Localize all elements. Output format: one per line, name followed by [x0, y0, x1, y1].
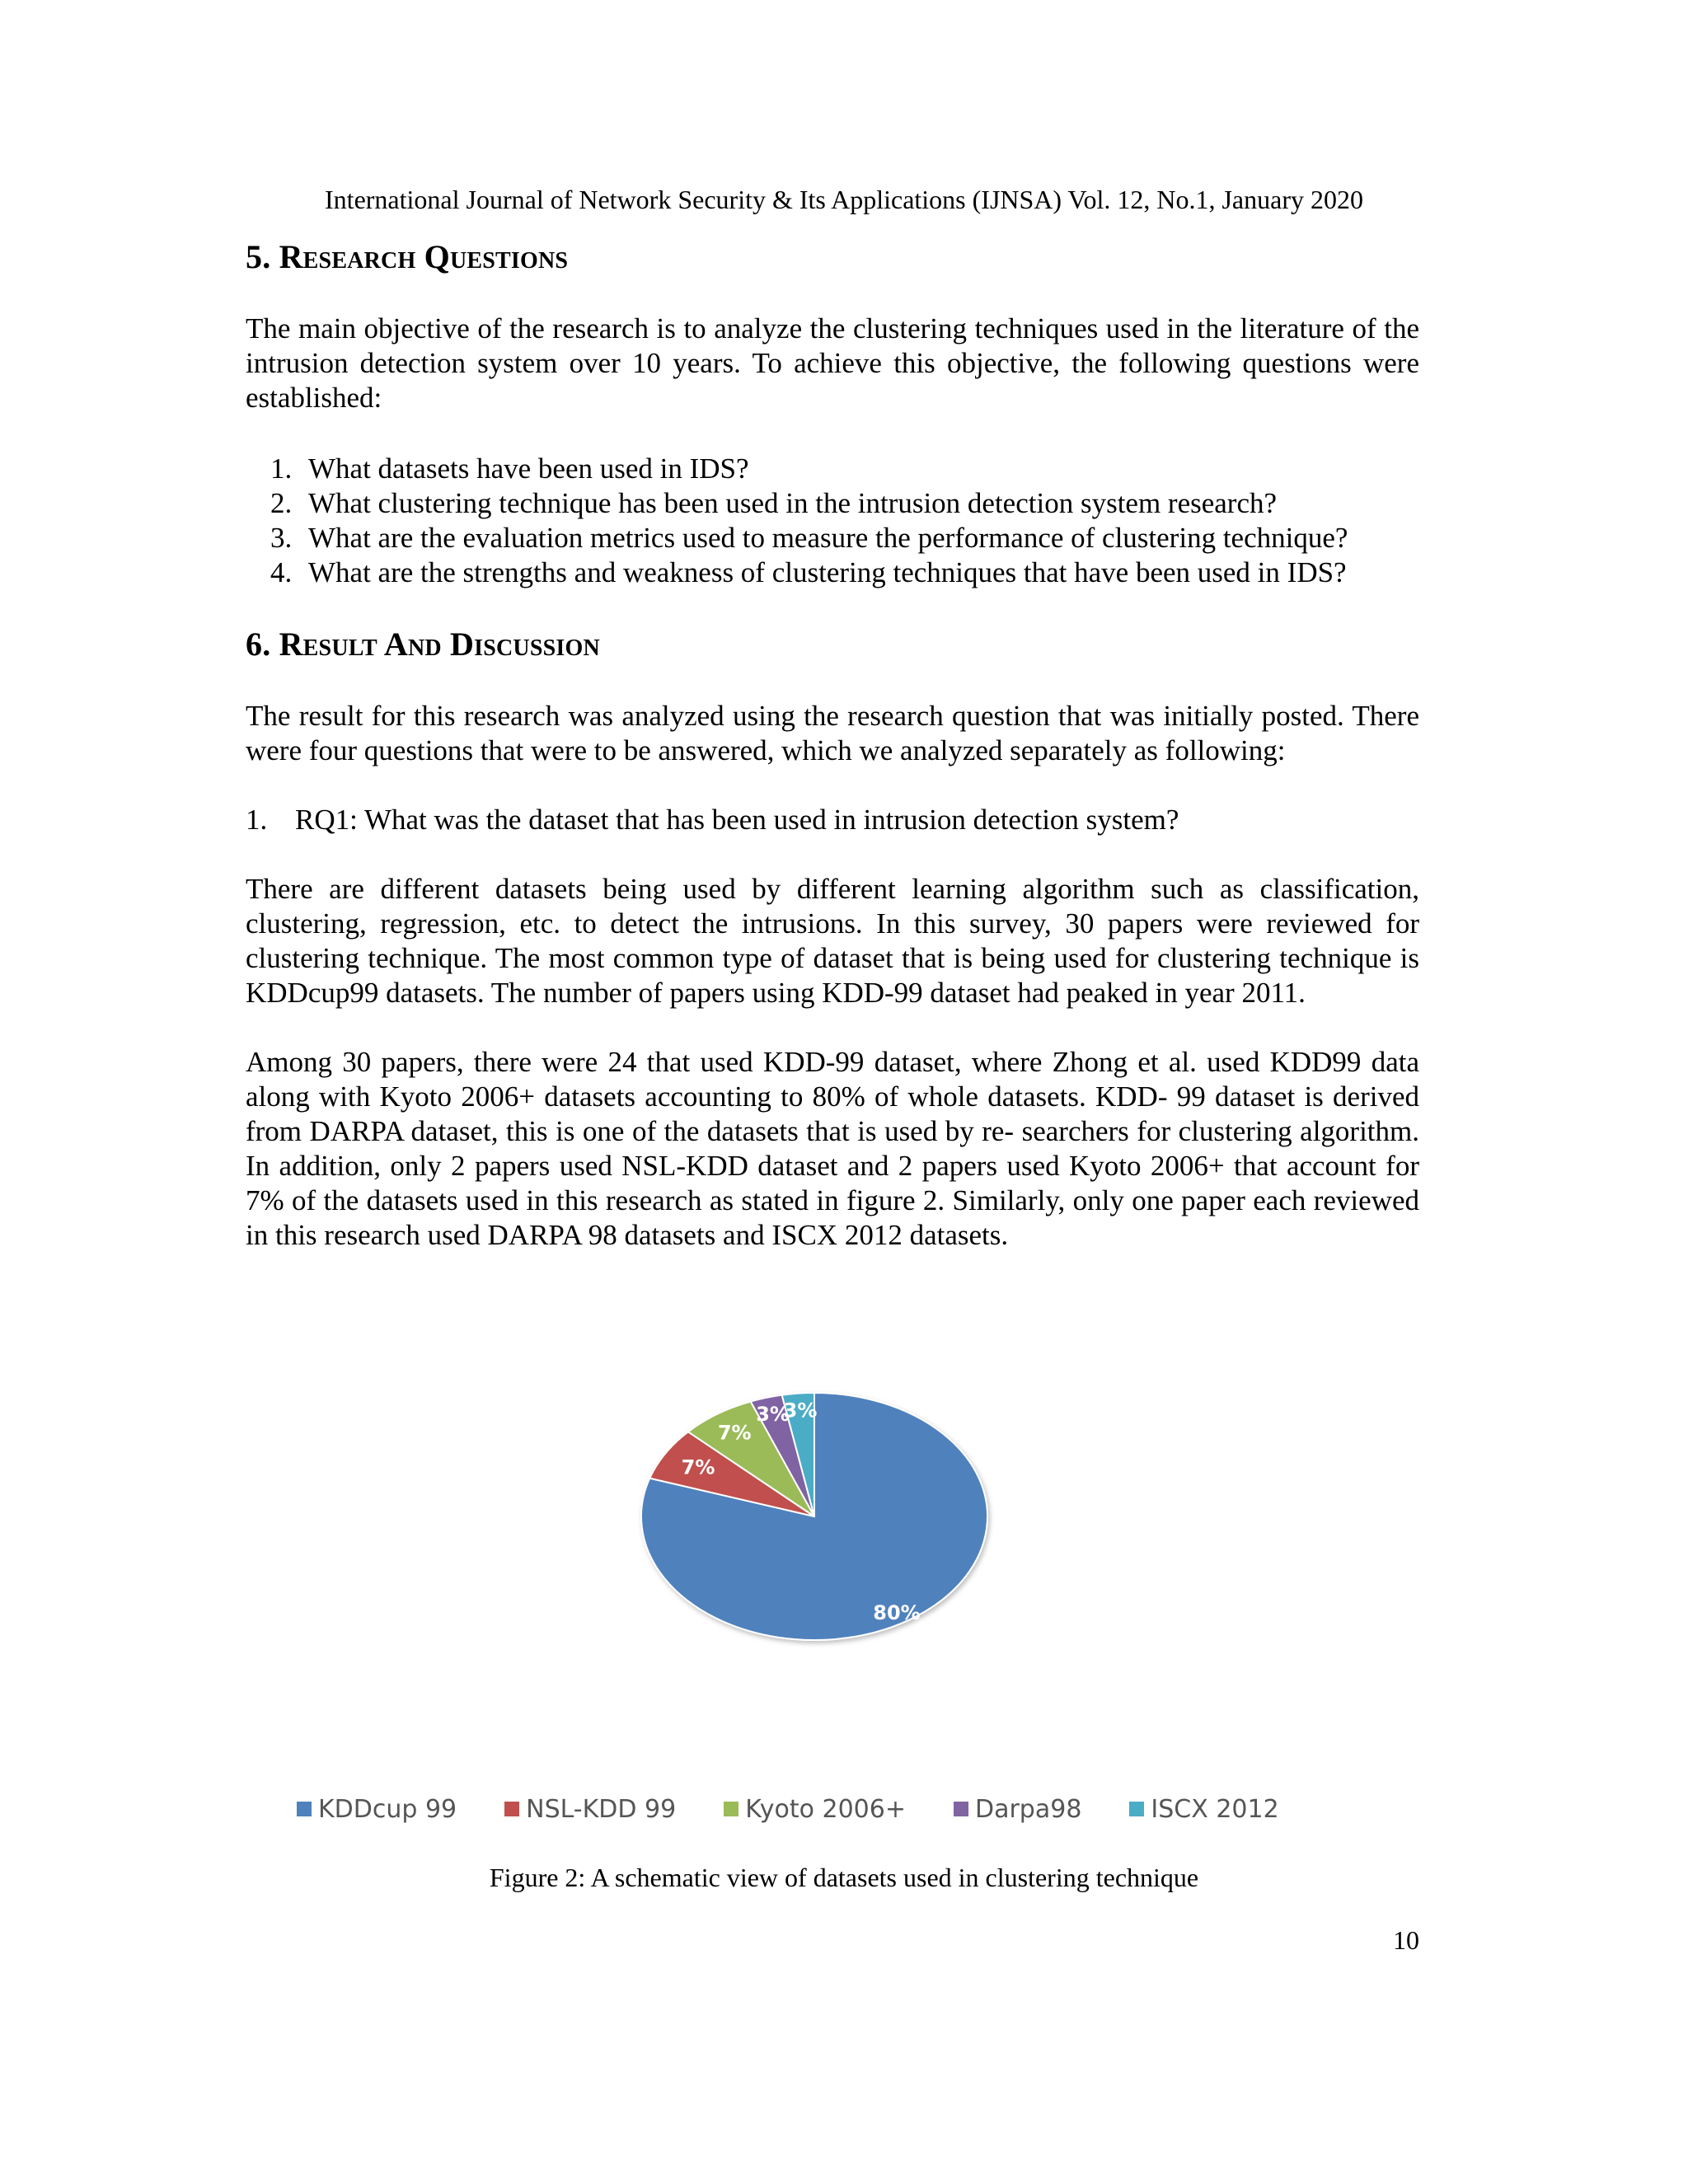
paragraph: Among 30 papers, there were 24 that used KDD-99 dataset, where Zhong et al. used KDD99 data along with Kyoto 2006+ datasets accounting to 80% of whole datasets. KDD- 99 dataset is derived from DARPA dataset, this is one of the datasets that is used by re- searchers for clustering algorithm. In addition, only 2 papers used NSL-KDD dataset and 2 papers used Kyoto 2006+ that account for 7% of the datasets used in this research as stated in figure 2. Similarly, only one paper each reviewed in this research used DARPA 98 datasets and ISCX 2012 datasets.	[246, 1046, 1419, 1251]
list-number: 4.	[270, 556, 293, 588]
pie-data-label-iscx2012: 3%	[783, 1399, 818, 1422]
figure-caption: Figure 2: A schematic view of datasets used in clustering technique	[489, 1863, 1199, 1892]
page-number: 10	[1393, 1925, 1419, 1955]
list-item	[246, 521, 1419, 555]
list-item-text: What are the evaluation metrics used to measure the performance of clustering technique?	[308, 522, 1348, 554]
legend-swatch	[954, 1802, 968, 1816]
legend-label: NSL-KDD 99	[526, 1794, 677, 1824]
pie-data-label-kddcup99: 80%	[873, 1601, 921, 1624]
rq1-paragraph-1	[246, 872, 1419, 1010]
legend-label: Kyoto 2006+	[745, 1794, 906, 1824]
legend-item-darpa98	[954, 1795, 1081, 1824]
pie-data-label-darpa98: 3%	[756, 1403, 790, 1427]
legend-label: Darpa98	[974, 1794, 1082, 1824]
legend-swatch	[297, 1802, 312, 1816]
legend-swatch	[724, 1802, 738, 1816]
list-item-text: What clustering technique has been used in the intrusion detection system research?	[308, 487, 1278, 519]
legend-swatch	[1129, 1802, 1144, 1816]
list-item	[246, 452, 1419, 486]
list-item	[246, 555, 1419, 590]
rq1-heading	[246, 803, 1419, 837]
section-6	[246, 625, 1419, 664]
legend-swatch	[504, 1802, 519, 1816]
list-number: 2.	[270, 487, 293, 519]
running-header: International Journal of Network Security & Its Applications (IJNSA) Vol. 12, No.1, January 2020	[325, 185, 1363, 214]
section-heading-result-and-discussion: 6. Result And Discussion	[246, 626, 600, 663]
pie-data-label-nsl-kdd99: 7%	[681, 1455, 715, 1479]
section-heading-research-questions: 5. Research Questions	[246, 238, 569, 275]
rq1-number: 1.	[246, 804, 268, 836]
paragraph: The main objective of the research is to analyze the clustering techniques used in the literature of the intrusion detection system over 10 years. To achieve this objective, the following questions were established:	[246, 312, 1419, 414]
paragraph: The result for this research was analyzed using the research question that was initially posted. There were four questions that were to be answered, which we analyzed separately as following:	[246, 700, 1419, 766]
section-5	[246, 237, 1419, 277]
paragraph: There are different datasets being used by different learning algorithm such as classification, clustering, regression, etc. to detect the intrusions. In this survey, 30 papers were reviewed for clustering technique. The most common type of dataset that is being used for clustering technique is KDDcup99 datasets. The number of papers using KDD-99 dataset had peaked in year 2011.	[246, 873, 1419, 1009]
datasets-pie-chart	[544, 1269, 1203, 1764]
section-5-intro	[246, 312, 1419, 415]
pie-data-label-kyoto2006: 7%	[717, 1421, 752, 1445]
legend-label: ISCX 2012	[1151, 1794, 1279, 1824]
list-item-text: What are the strengths and weakness of clustering techniques that have been used in IDS?	[308, 556, 1347, 588]
research-questions-list	[246, 452, 1419, 590]
legend-item-nsl-kdd99	[504, 1795, 676, 1824]
legend-item-kddcup99	[297, 1795, 457, 1824]
chart-legend	[297, 1788, 1418, 1830]
rq1-text: RQ1: What was the dataset that has been used in intrusion detection system?	[295, 804, 1179, 836]
section-6-intro	[246, 699, 1419, 768]
legend-label: KDDcup 99	[318, 1794, 457, 1824]
legend-item-iscx2012	[1129, 1795, 1278, 1824]
rq1-paragraph-2	[246, 1045, 1419, 1253]
list-item-text: What datasets have been used in IDS?	[308, 452, 749, 485]
legend-item-kyoto2006	[724, 1795, 906, 1824]
list-item	[246, 486, 1419, 521]
list-number: 1.	[270, 452, 293, 485]
list-number: 3.	[270, 522, 293, 554]
